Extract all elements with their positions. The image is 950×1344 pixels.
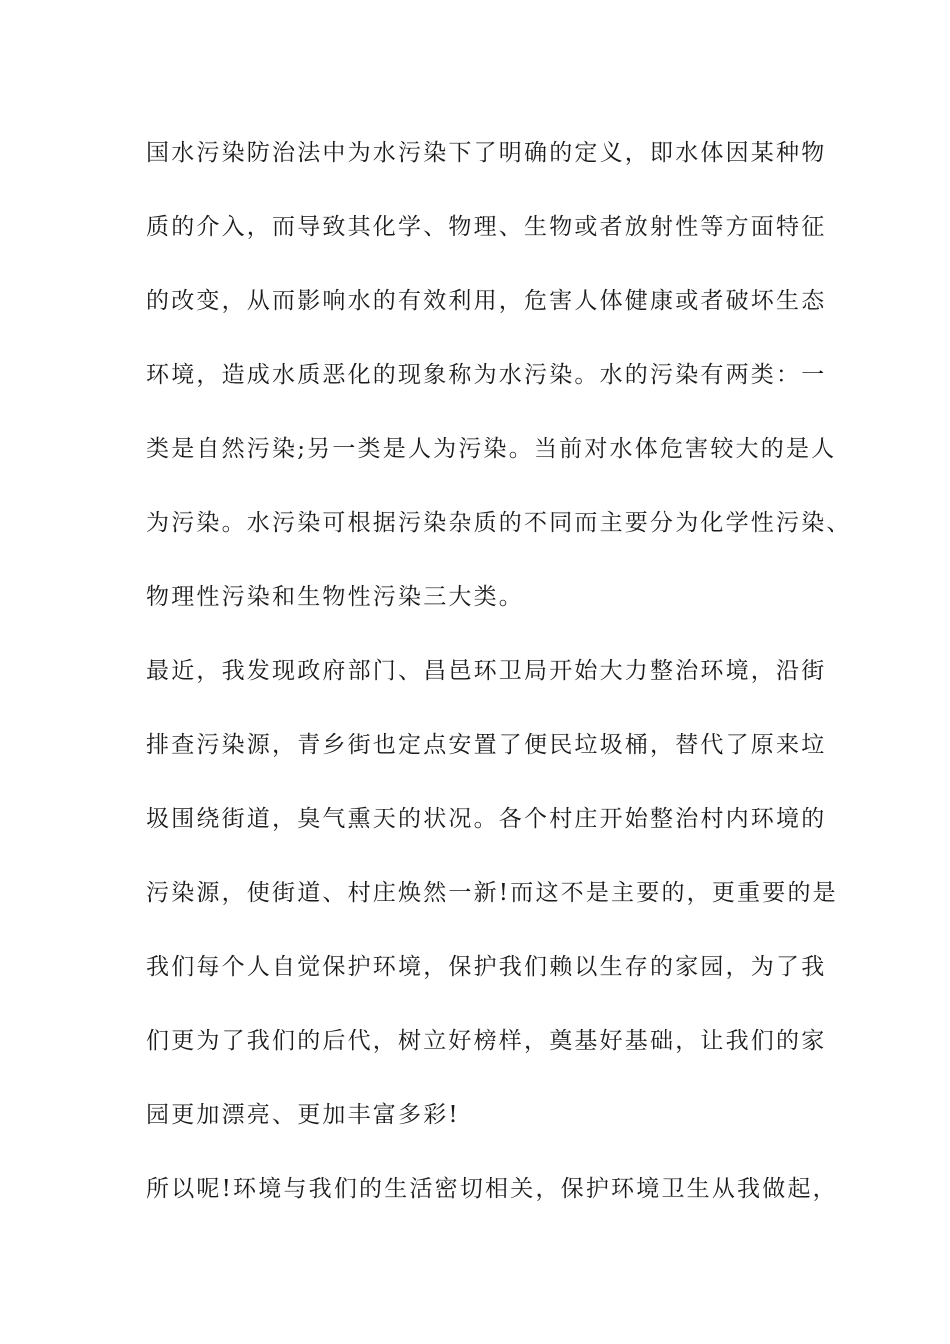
- text-line: 排查污染源，青乡街也定点安置了便民垃圾桶，替代了原来垃: [146, 732, 827, 758]
- text-line: 环境，造成水质恶化的现象称为水污染。水的污染有两类：一: [146, 362, 827, 388]
- text-line: 类是自然污染;另一类是人为污染。当前对水体危害较大的是人: [146, 436, 837, 462]
- text-line: 质的介入，而导致其化学、物理、生物或者放射性等方面特征: [146, 214, 827, 240]
- text-line: 为污染。水污染可根据污染杂质的不同而主要分为化学性污染、: [146, 510, 852, 536]
- text-line: 物理性污染和生物性污染三大类。: [146, 584, 524, 610]
- text-line: 污染源，使街道、村庄焕然一新!而这不是主要的，更重要的是: [146, 880, 838, 906]
- text-line: 我们每个人自觉保护环境，保护我们赖以生存的家园，为了我: [146, 954, 827, 980]
- text-line: 园更加漂亮、更加丰富多彩!: [146, 1102, 460, 1128]
- text-line: 圾围绕街道，臭气熏天的状况。各个村庄开始整治村内环境的: [146, 806, 827, 832]
- text-line: 们更为了我们的后代，树立好榜样，奠基好基础，让我们的家: [146, 1028, 827, 1054]
- text-line: 最近，我发现政府部门、昌邑环卫局开始大力整治环境，沿街: [146, 658, 827, 684]
- text-line: 国水污染防治法中为水污染下了明确的定义，即水体因某种物: [146, 140, 827, 166]
- text-line: 所以呢!环境与我们的生活密切相关，保护环境卫生从我做起，: [146, 1176, 838, 1202]
- text-line: 的改变，从而影响水的有效利用，危害人体健康或者破坏生态: [146, 288, 827, 314]
